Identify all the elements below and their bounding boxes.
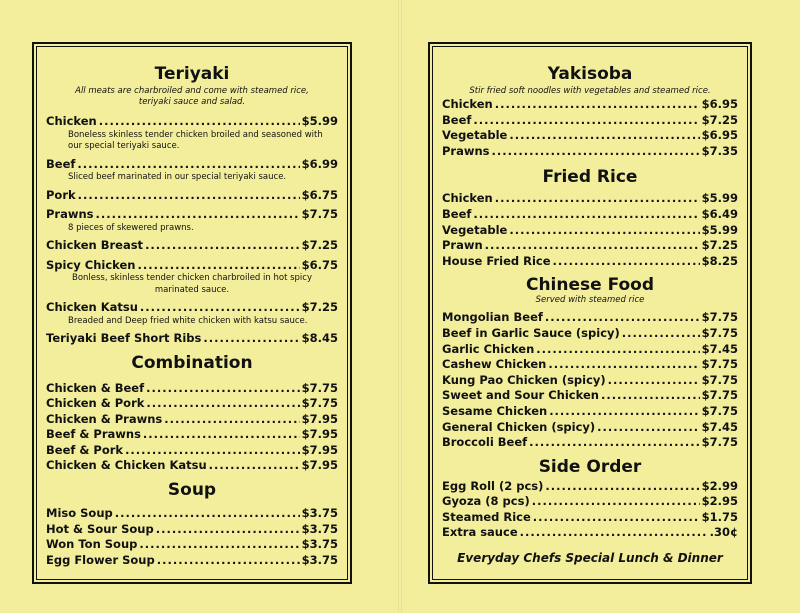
menu-item	[442, 144, 738, 160]
menu-item	[442, 494, 738, 510]
dot-leader	[203, 331, 299, 347]
dot-leader	[545, 310, 700, 326]
menu-item-price: $7.75	[701, 310, 738, 325]
yakisoba-subtitle: Stir fried soft noodles with vegetables and steamed rice.	[469, 86, 711, 96]
menu-item	[442, 388, 738, 404]
dot-leader	[137, 258, 299, 274]
dot-leader	[509, 128, 699, 144]
dot-leader	[509, 223, 699, 239]
menu-item-name: Chicken	[442, 97, 493, 111]
menu-item	[442, 254, 738, 270]
menu-item	[46, 157, 338, 173]
dot-leader	[146, 381, 299, 397]
dot-leader	[473, 207, 699, 223]
dot-leader	[156, 522, 300, 538]
menu-item-name: Sweet and Sour Chicken	[442, 388, 599, 403]
menu-item	[442, 113, 738, 129]
menu-item-price: $3.75	[301, 506, 338, 521]
side-order-title: Side Order	[538, 456, 642, 477]
menu-item-name: Pork	[46, 187, 76, 202]
fried-rice-list	[442, 191, 738, 269]
dot-leader	[545, 479, 699, 495]
dot-leader	[146, 396, 299, 412]
menu-item-description: Boneless skinless tender chicken broiled and seasoned with our special teriyaki sauce.	[68, 129, 323, 151]
dot-leader	[495, 191, 700, 207]
menu-item-name: Beef & Pork	[46, 442, 124, 457]
menu-item	[46, 537, 338, 553]
menu-item-price: $6.75	[301, 257, 338, 272]
menu-item	[46, 188, 338, 204]
menu-item-name: Prawns	[442, 143, 490, 158]
dot-leader	[622, 326, 700, 342]
menu-item-price: $2.95	[701, 494, 738, 509]
menu-item-price: $7.95	[301, 442, 338, 457]
menu-item-price: $8.25	[701, 253, 738, 268]
teriyaki-title: Teriyaki	[154, 64, 230, 84]
menu-item	[46, 396, 338, 412]
dot-leader	[78, 188, 300, 204]
dot-leader	[536, 342, 699, 358]
dot-leader	[140, 300, 300, 316]
menu-item	[46, 443, 338, 459]
menu-item-name: Beef	[442, 112, 472, 127]
dot-leader	[601, 388, 700, 404]
menu-item-name: Cashew Chicken	[442, 357, 547, 372]
menu-item-price: $6.49	[701, 206, 738, 221]
menu-item-price: $7.75	[701, 372, 738, 387]
menu-item	[442, 207, 738, 223]
menu-item-description: 8 pieces of skewered prawns.	[68, 222, 194, 233]
menu-item-name: Gyoza (8 pcs)	[442, 494, 530, 509]
menu-item	[46, 300, 338, 316]
menu-item-name: Broccoli Beef	[442, 435, 528, 450]
menu-item-name: Extra sauce	[442, 525, 518, 540]
menu-item-price: $7.75	[701, 435, 738, 450]
menu-item	[46, 114, 338, 130]
menu-item-price: $6.75	[301, 187, 338, 202]
menu-item	[46, 412, 338, 428]
dot-leader	[77, 157, 299, 173]
dot-leader	[473, 113, 699, 129]
soup-list	[46, 506, 338, 568]
menu-item	[46, 427, 338, 443]
menu-item	[442, 342, 738, 358]
menu-item-name: Steamed Rice	[442, 509, 531, 524]
teriyaki-list	[46, 114, 338, 347]
menu-item-name: Beef in Garlic Sauce (spicy)	[442, 325, 620, 340]
menu-item-name: Chicken & Beef	[46, 380, 145, 395]
menu-item	[46, 207, 338, 223]
menu-item-name: Beef & Prawns	[46, 427, 141, 442]
menu-item-name: Spicy Chicken	[46, 257, 136, 272]
menu-item-price: $7.75	[701, 388, 738, 403]
menu-item-price: $7.25	[701, 112, 738, 127]
menu-item	[442, 238, 738, 254]
menu-item	[442, 510, 738, 526]
menu-item-price: $2.99	[701, 478, 738, 493]
menu-item-name: Won Ton Soup	[46, 537, 138, 552]
menu-item-name: Beef	[442, 206, 472, 221]
menu-item-price: $7.25	[301, 238, 338, 252]
menu-item-price: $3.75	[301, 552, 338, 567]
menu-item-price: $5.99	[701, 191, 738, 206]
menu-item-price: $7.25	[301, 300, 338, 314]
dot-leader	[96, 207, 300, 223]
yakisoba-title: Yakisoba	[547, 64, 633, 84]
menu-item	[442, 404, 738, 420]
menu-item	[442, 310, 738, 326]
chinese-food-subtitle: Served with steamed rice	[535, 295, 645, 306]
menu-item-price: $1.75	[701, 509, 738, 524]
menu-item-price: $5.99	[301, 114, 338, 128]
dot-leader	[529, 435, 699, 451]
menu-item-description: Bonless, skinless tender chicken charbroiled in hot spicy marinated sauce.	[71, 273, 312, 295]
menu-item-price: $3.75	[301, 521, 338, 536]
menu-item-name: Vegetable	[442, 128, 508, 143]
menu-item-name: Vegetable	[442, 222, 508, 237]
menu-item-name: General Chicken (spicy)	[442, 419, 596, 434]
soup-title: Soup	[167, 480, 217, 501]
menu-item-price: $6.95	[701, 97, 738, 111]
dot-leader	[597, 420, 699, 436]
menu-item	[46, 238, 338, 254]
menu-item-price: $7.75	[701, 325, 738, 340]
menu-item	[442, 191, 738, 207]
dot-leader	[532, 494, 700, 510]
dot-leader	[520, 525, 708, 541]
fried-rice-title: Fried Rice	[542, 167, 638, 188]
dot-leader	[139, 537, 299, 553]
menu-item-name: Prawn	[442, 238, 483, 253]
dot-leader	[533, 510, 700, 526]
menu-item-price: $7.95	[301, 411, 338, 426]
menu-item	[46, 381, 338, 397]
menu-item-name: Kung Pao Chicken (spicy)	[442, 372, 606, 387]
dot-leader	[99, 114, 300, 130]
yakisoba-list	[442, 97, 738, 159]
menu-item	[46, 522, 338, 538]
menu-item	[46, 331, 338, 347]
menu-item	[442, 420, 738, 436]
dot-leader	[209, 458, 300, 474]
menu-item-price: $6.95	[701, 128, 738, 143]
menu-item-name: Prawns	[46, 207, 94, 221]
menu-item-name: Sesame Chicken	[442, 403, 548, 418]
menu-item-price: $7.75	[301, 207, 338, 221]
menu-item-name: House Fried Rice	[442, 253, 551, 268]
menu-item-price: $7.75	[701, 403, 738, 418]
menu-item	[442, 326, 738, 342]
menu-item-price: $7.95	[301, 427, 338, 442]
menu-item-price: $6.99	[301, 156, 338, 171]
menu-item	[442, 223, 738, 239]
menu-item-name: Egg Roll (2 pcs)	[442, 478, 544, 493]
menu-item-price: $7.75	[301, 380, 338, 395]
menu-item	[442, 479, 738, 495]
menu-item	[442, 357, 738, 373]
menu-item	[46, 506, 338, 522]
menu-item-name: Chicken Katsu	[46, 300, 138, 314]
menu-item	[442, 97, 738, 113]
menu-item	[442, 435, 738, 451]
right-menu-panel	[428, 42, 752, 584]
dot-leader	[608, 373, 700, 389]
menu-item	[442, 525, 738, 541]
dot-leader	[164, 412, 299, 428]
menu-item-price: $7.25	[701, 238, 738, 253]
dot-leader	[145, 238, 300, 254]
menu-item-price: $7.35	[701, 143, 738, 158]
footer-special: Everyday Chefs Special Lunch & Dinner	[457, 551, 723, 566]
menu-item-price: $5.99	[701, 222, 738, 237]
menu-item-price: $7.95	[301, 458, 338, 473]
menu-item-price: $7.75	[301, 396, 338, 411]
menu-item	[442, 373, 738, 389]
menu-item-name: Miso Soup	[46, 506, 113, 521]
menu-item-name: Hot & Sour Soup	[46, 521, 154, 536]
menu-item-name: Mongolian Beef	[442, 310, 543, 325]
menu-item-name: Chicken Breast	[46, 238, 144, 252]
menu-item	[46, 258, 338, 274]
dot-leader	[157, 553, 300, 569]
menu-item-name: Teriyaki Beef Short Ribs	[46, 331, 202, 345]
dot-leader	[485, 238, 700, 254]
menu-item-price: $3.75	[301, 537, 338, 552]
menu-item-name: Beef	[46, 156, 76, 171]
dot-leader	[115, 506, 300, 522]
left-menu-panel	[32, 42, 352, 584]
menu-item	[46, 553, 338, 569]
menu-item	[46, 458, 338, 474]
menu-item-price: $7.75	[701, 357, 738, 372]
menu-item-name: Egg Flower Soup	[46, 552, 155, 567]
dot-leader	[125, 443, 300, 459]
dot-leader	[492, 144, 700, 160]
menu-item-name: Garlic Chicken	[442, 341, 535, 356]
teriyaki-subtitle: All meats are charbroiled and come with steamed rice, teriyaki sauce and salad.	[75, 86, 309, 107]
menu-item-name: Chicken	[46, 114, 97, 128]
combination-title: Combination	[131, 352, 253, 373]
chinese-food-list	[442, 310, 738, 450]
dot-leader	[553, 254, 700, 270]
dot-leader	[548, 357, 699, 373]
side-order-list	[442, 479, 738, 541]
menu-item-price: .30¢	[709, 525, 738, 540]
menu-item-price: $8.45	[301, 331, 338, 345]
dot-leader	[143, 427, 300, 443]
menu-item	[442, 128, 738, 144]
dot-leader	[549, 404, 699, 420]
menu-item-name: Chicken & Prawns	[46, 411, 163, 426]
menu-item-description: Breaded and Deep fried white chicken with katsu sauce.	[68, 315, 308, 326]
combination-list	[46, 381, 338, 475]
dot-leader	[495, 97, 700, 113]
page-fold	[398, 0, 402, 613]
menu-item-name: Chicken & Pork	[46, 396, 145, 411]
menu-item-name: Chicken & Chicken Katsu	[46, 458, 207, 473]
chinese-food-title: Chinese Food	[525, 275, 655, 296]
menu-item-description: Sliced beef marinated in our special teriyaki sauce.	[68, 172, 287, 182]
menu-item-name: Chicken	[442, 191, 493, 206]
menu-item-price: $7.45	[701, 341, 738, 356]
menu-item-price: $7.45	[701, 419, 738, 434]
